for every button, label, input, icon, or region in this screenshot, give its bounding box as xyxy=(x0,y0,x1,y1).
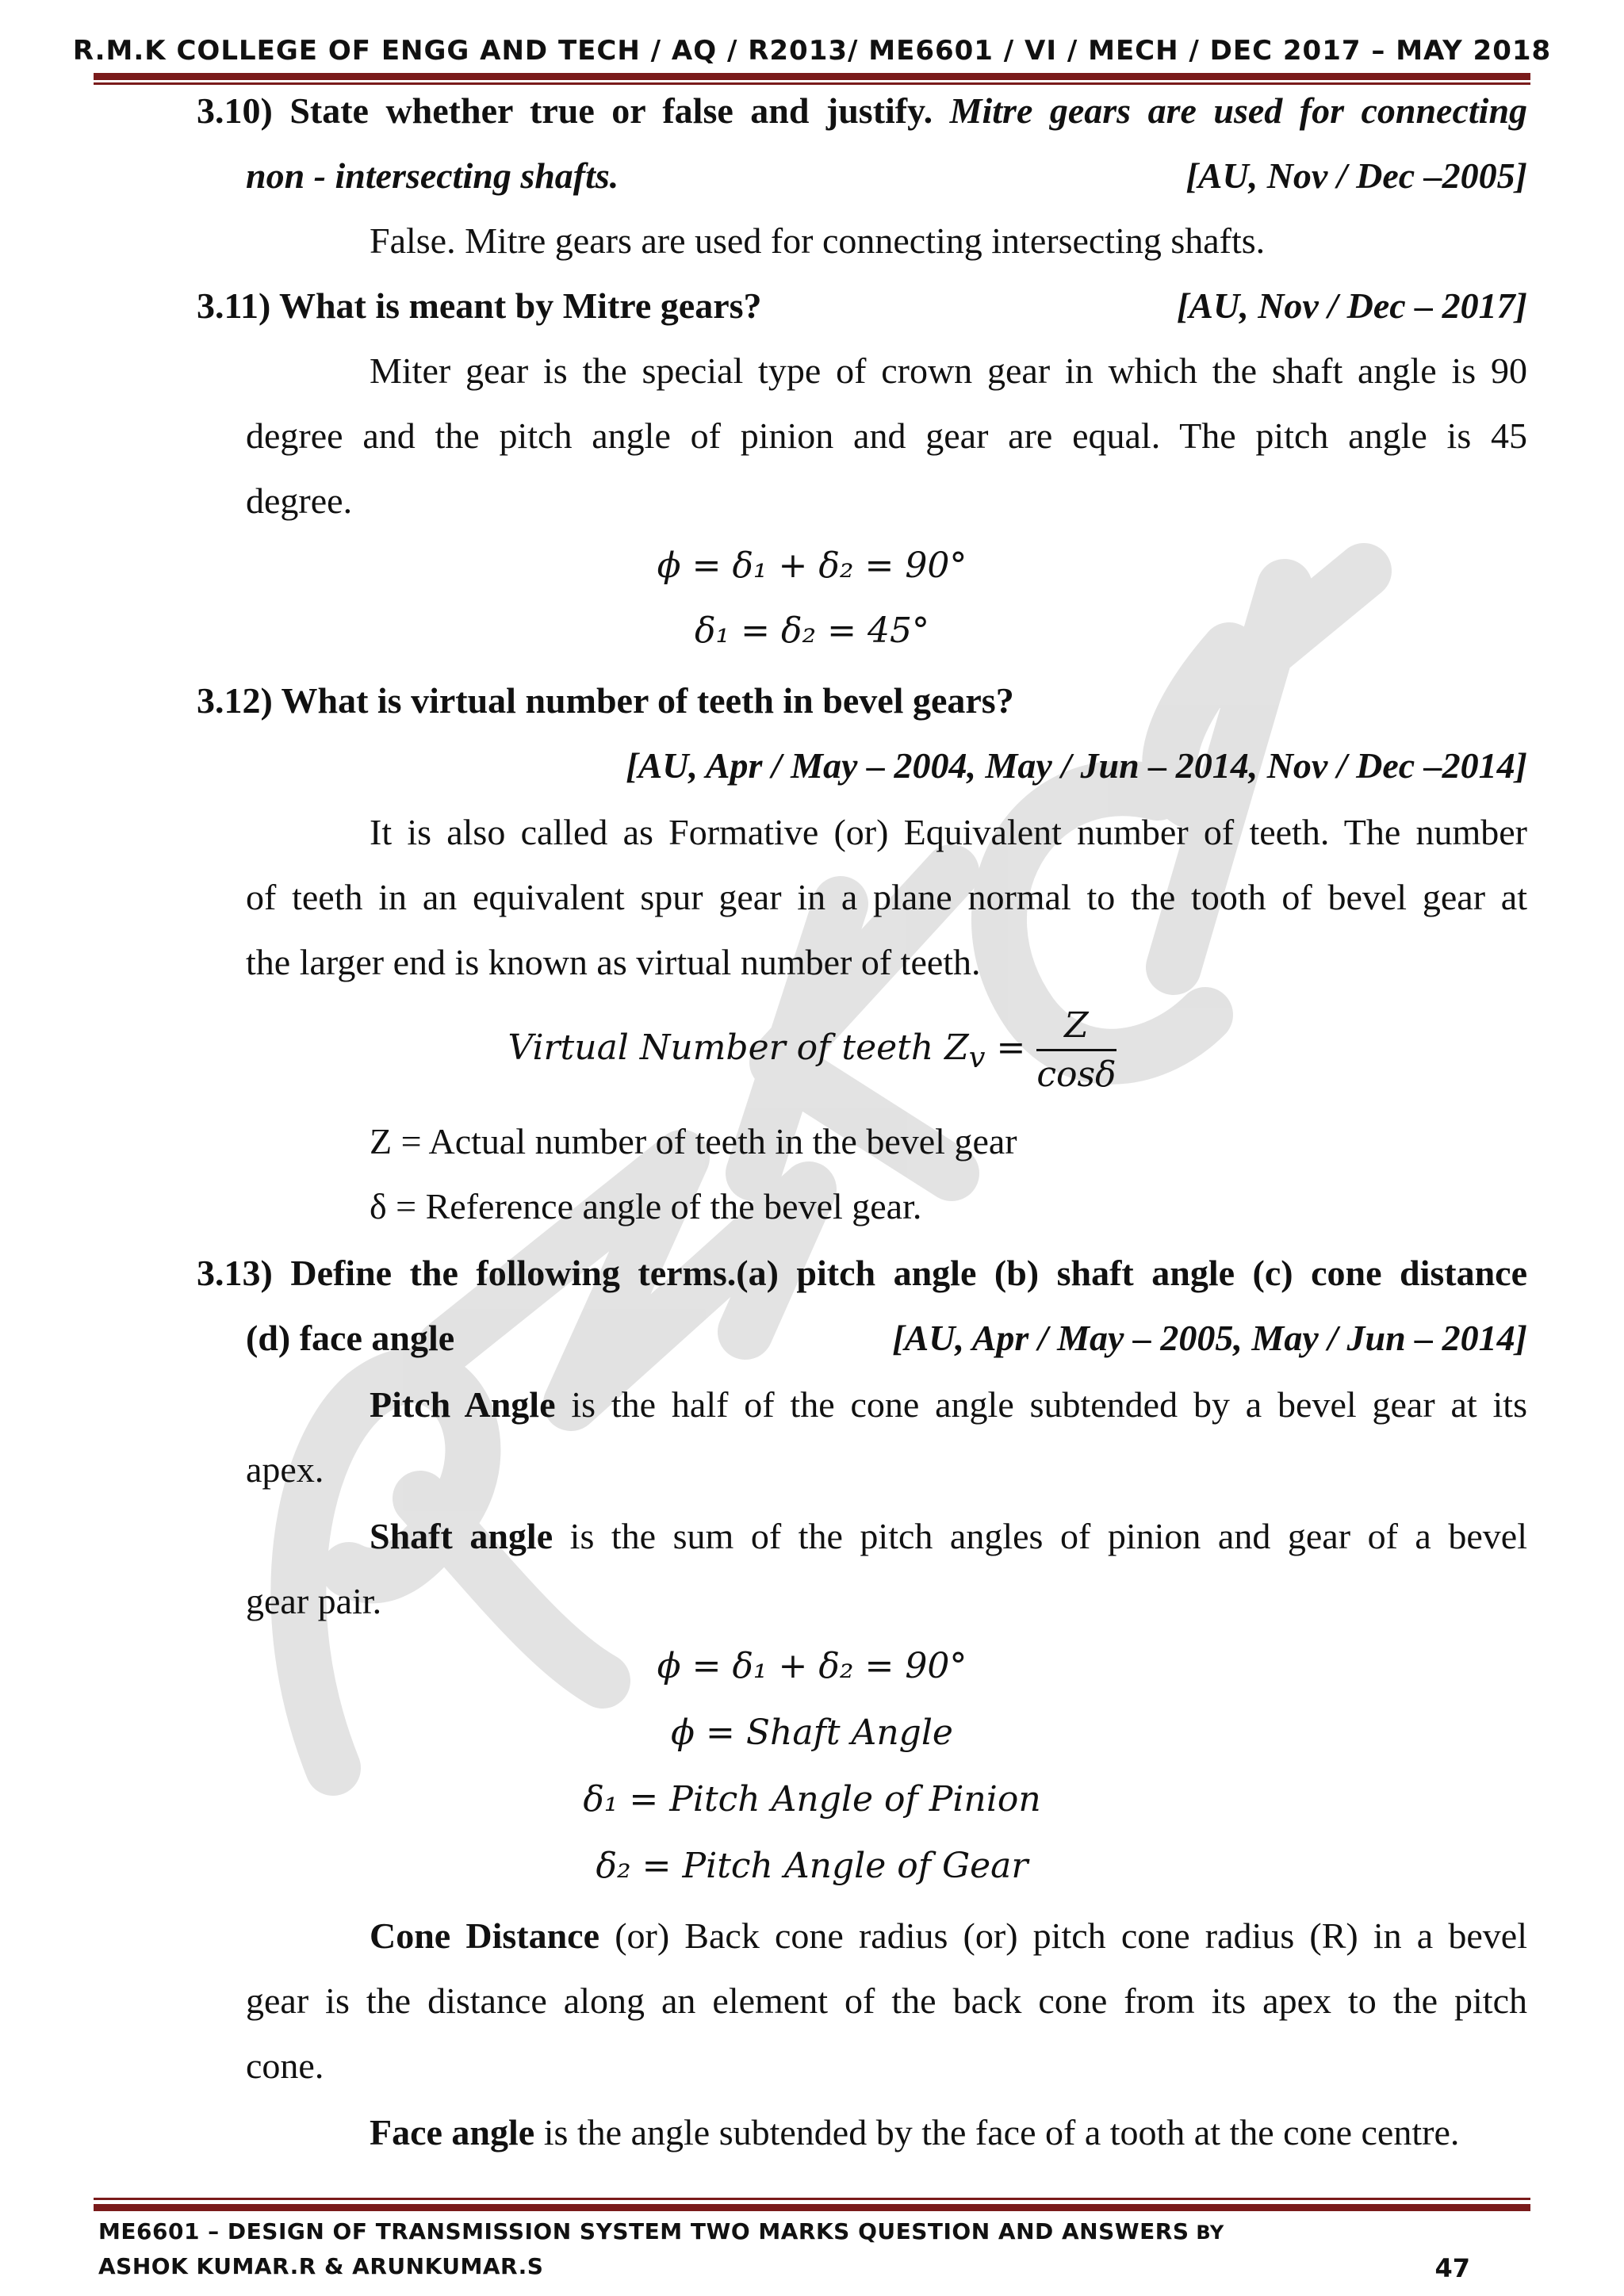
question-text: Define the following terms.(a) pitch angle (b) shaft angle (c) cone distance xyxy=(290,1253,1528,1293)
header-rule xyxy=(94,73,1530,80)
shaft-angle-definition-line2: gear pair. xyxy=(246,1581,382,1621)
equation-delta1-definition: δ₁ = Pitch Angle of Pinion xyxy=(583,1779,1041,1820)
question-3-12-reference: [AU, Apr / May – 2004, May / Jun – 2014, Nov / Dec –2014] xyxy=(626,745,1527,786)
footer-title xyxy=(98,2218,1224,2244)
term-pitch-angle: Pitch Angle xyxy=(370,1384,556,1425)
question-3-10-line1 xyxy=(197,89,1527,133)
question-3-11-reference: [AU, Nov / Dec – 2017] xyxy=(1176,285,1527,326)
face-angle-definition xyxy=(370,2110,1459,2155)
equation-shaft-angle-sum: ϕ = δ₁ + δ₂ = 90° xyxy=(657,1646,967,1686)
cone-distance-definition-line2: gear is the distance along an element of the back cone from its apex to the pitch xyxy=(246,1980,1527,2021)
equation-shaft-angle: ϕ = δ₁ + δ₂ = 90° xyxy=(657,545,967,586)
question-3-13-line2: (d) face angle xyxy=(246,1318,455,1358)
definition-z: Z = Actual number of teeth in the bevel gear xyxy=(370,1121,1017,1161)
question-3-10-reference: [AU, Nov / Dec –2005] xyxy=(1185,155,1527,196)
question-text: What is meant by Mitre gears? xyxy=(278,285,762,326)
question-statement: Mitre gears are used for connecting xyxy=(949,90,1528,131)
face-angle-text: is the angle subtended by the face of a tooth at the cone centre. xyxy=(534,2112,1460,2152)
question-3-13-line1 xyxy=(197,1251,1527,1295)
shaft-angle-text: is the sum of the pitch angles of pinion and gear of a bevel xyxy=(553,1516,1527,1556)
cone-distance-definition-line3: cone. xyxy=(246,2045,324,2086)
footer-by: BY xyxy=(1189,2221,1224,2244)
question-number: 3.11) xyxy=(197,285,271,326)
question-3-13-reference: [AU, Apr / May – 2005, May / Jun – 2014] xyxy=(892,1318,1527,1358)
equation-pitch-angles: δ₁ = δ₂ = 45° xyxy=(695,610,929,651)
answer-3-12-line2: of teeth in an equivalent spur gear in a plane normal to the tooth of bevel gear at xyxy=(246,877,1527,917)
footer-course: ME6601 – DESIGN OF TRANSMISSION SYSTEM TWO MARKS QUESTION AND ANSWERS xyxy=(98,2218,1189,2244)
formula-equals: = xyxy=(996,1027,1026,1068)
term-shaft-angle: Shaft angle xyxy=(370,1516,553,1556)
formula-subscript: v xyxy=(968,1039,986,1074)
page-header: R.M.K COLLEGE OF ENGG AND TECH / AQ / R2013/ ME6601 / VI / MECH / DEC 2017 – MAY 2018 xyxy=(72,35,1552,67)
footer-rule xyxy=(94,2204,1530,2211)
page-number: 47 xyxy=(1434,2253,1470,2283)
cone-distance-definition xyxy=(370,1914,1527,1958)
answer-3-12-line1: It is also called as Formative (or) Equivalent number of teeth. The number xyxy=(370,812,1527,852)
answer-3-12-line3: the larger end is known as virtual number of teeth. xyxy=(246,942,981,982)
question-3-11 xyxy=(197,284,762,328)
term-cone-distance: Cone Distance xyxy=(370,1915,600,1956)
question-number: 3.10) xyxy=(197,90,273,131)
answer-3-11-line2: degree and the pitch angle of pinion and gear are equal. The pitch angle is 45 xyxy=(246,415,1527,456)
question-3-10-line2: non - intersecting shafts. xyxy=(246,155,619,196)
formula-lhs: Virtual Number of teeth Z xyxy=(508,1027,969,1068)
question-number: 3.12) xyxy=(197,680,273,721)
question-3-12 xyxy=(197,679,1014,723)
formula-numerator: Z xyxy=(1036,1005,1116,1051)
question-number: 3.13) xyxy=(197,1253,273,1293)
formula-denominator: cosδ xyxy=(1036,1054,1116,1095)
equation-delta2-definition: δ₂ = Pitch Angle of Gear xyxy=(596,1846,1028,1886)
answer-3-11-line3: degree. xyxy=(246,480,353,521)
shaft-angle-definition xyxy=(370,1514,1527,1559)
equation-phi-definition: ϕ = Shaft Angle xyxy=(671,1712,953,1753)
question-lead: State whether true or false and justify. xyxy=(289,90,933,131)
pitch-angle-text: is the half of the cone angle subtended by a bevel gear at its xyxy=(555,1384,1527,1425)
answer-3-10: False. Mitre gears are used for connecting intersecting shafts. xyxy=(370,220,1266,261)
term-face-angle: Face angle xyxy=(370,2112,535,2152)
question-text: What is virtual number of teeth in bevel gears? xyxy=(281,680,1014,721)
answer-3-11-line1: Miter gear is the special type of crown gear in which the shaft angle is 90 xyxy=(370,350,1527,391)
cone-distance-text: (or) Back cone radius (or) pitch cone radius (R) in a bevel xyxy=(599,1915,1527,1956)
footer-rule-thin xyxy=(94,2198,1530,2200)
definition-delta: δ = Reference angle of the bevel gear. xyxy=(370,1186,922,1226)
formula-fraction xyxy=(1036,1005,1116,1095)
pitch-angle-definition xyxy=(370,1383,1527,1427)
header-rule-thin xyxy=(94,82,1530,85)
pitch-angle-definition-line2: apex. xyxy=(246,1449,324,1490)
virtual-teeth-formula xyxy=(0,1005,1624,1095)
footer-authors: ASHOK KUMAR.R & ARUNKUMAR.S xyxy=(98,2253,544,2279)
